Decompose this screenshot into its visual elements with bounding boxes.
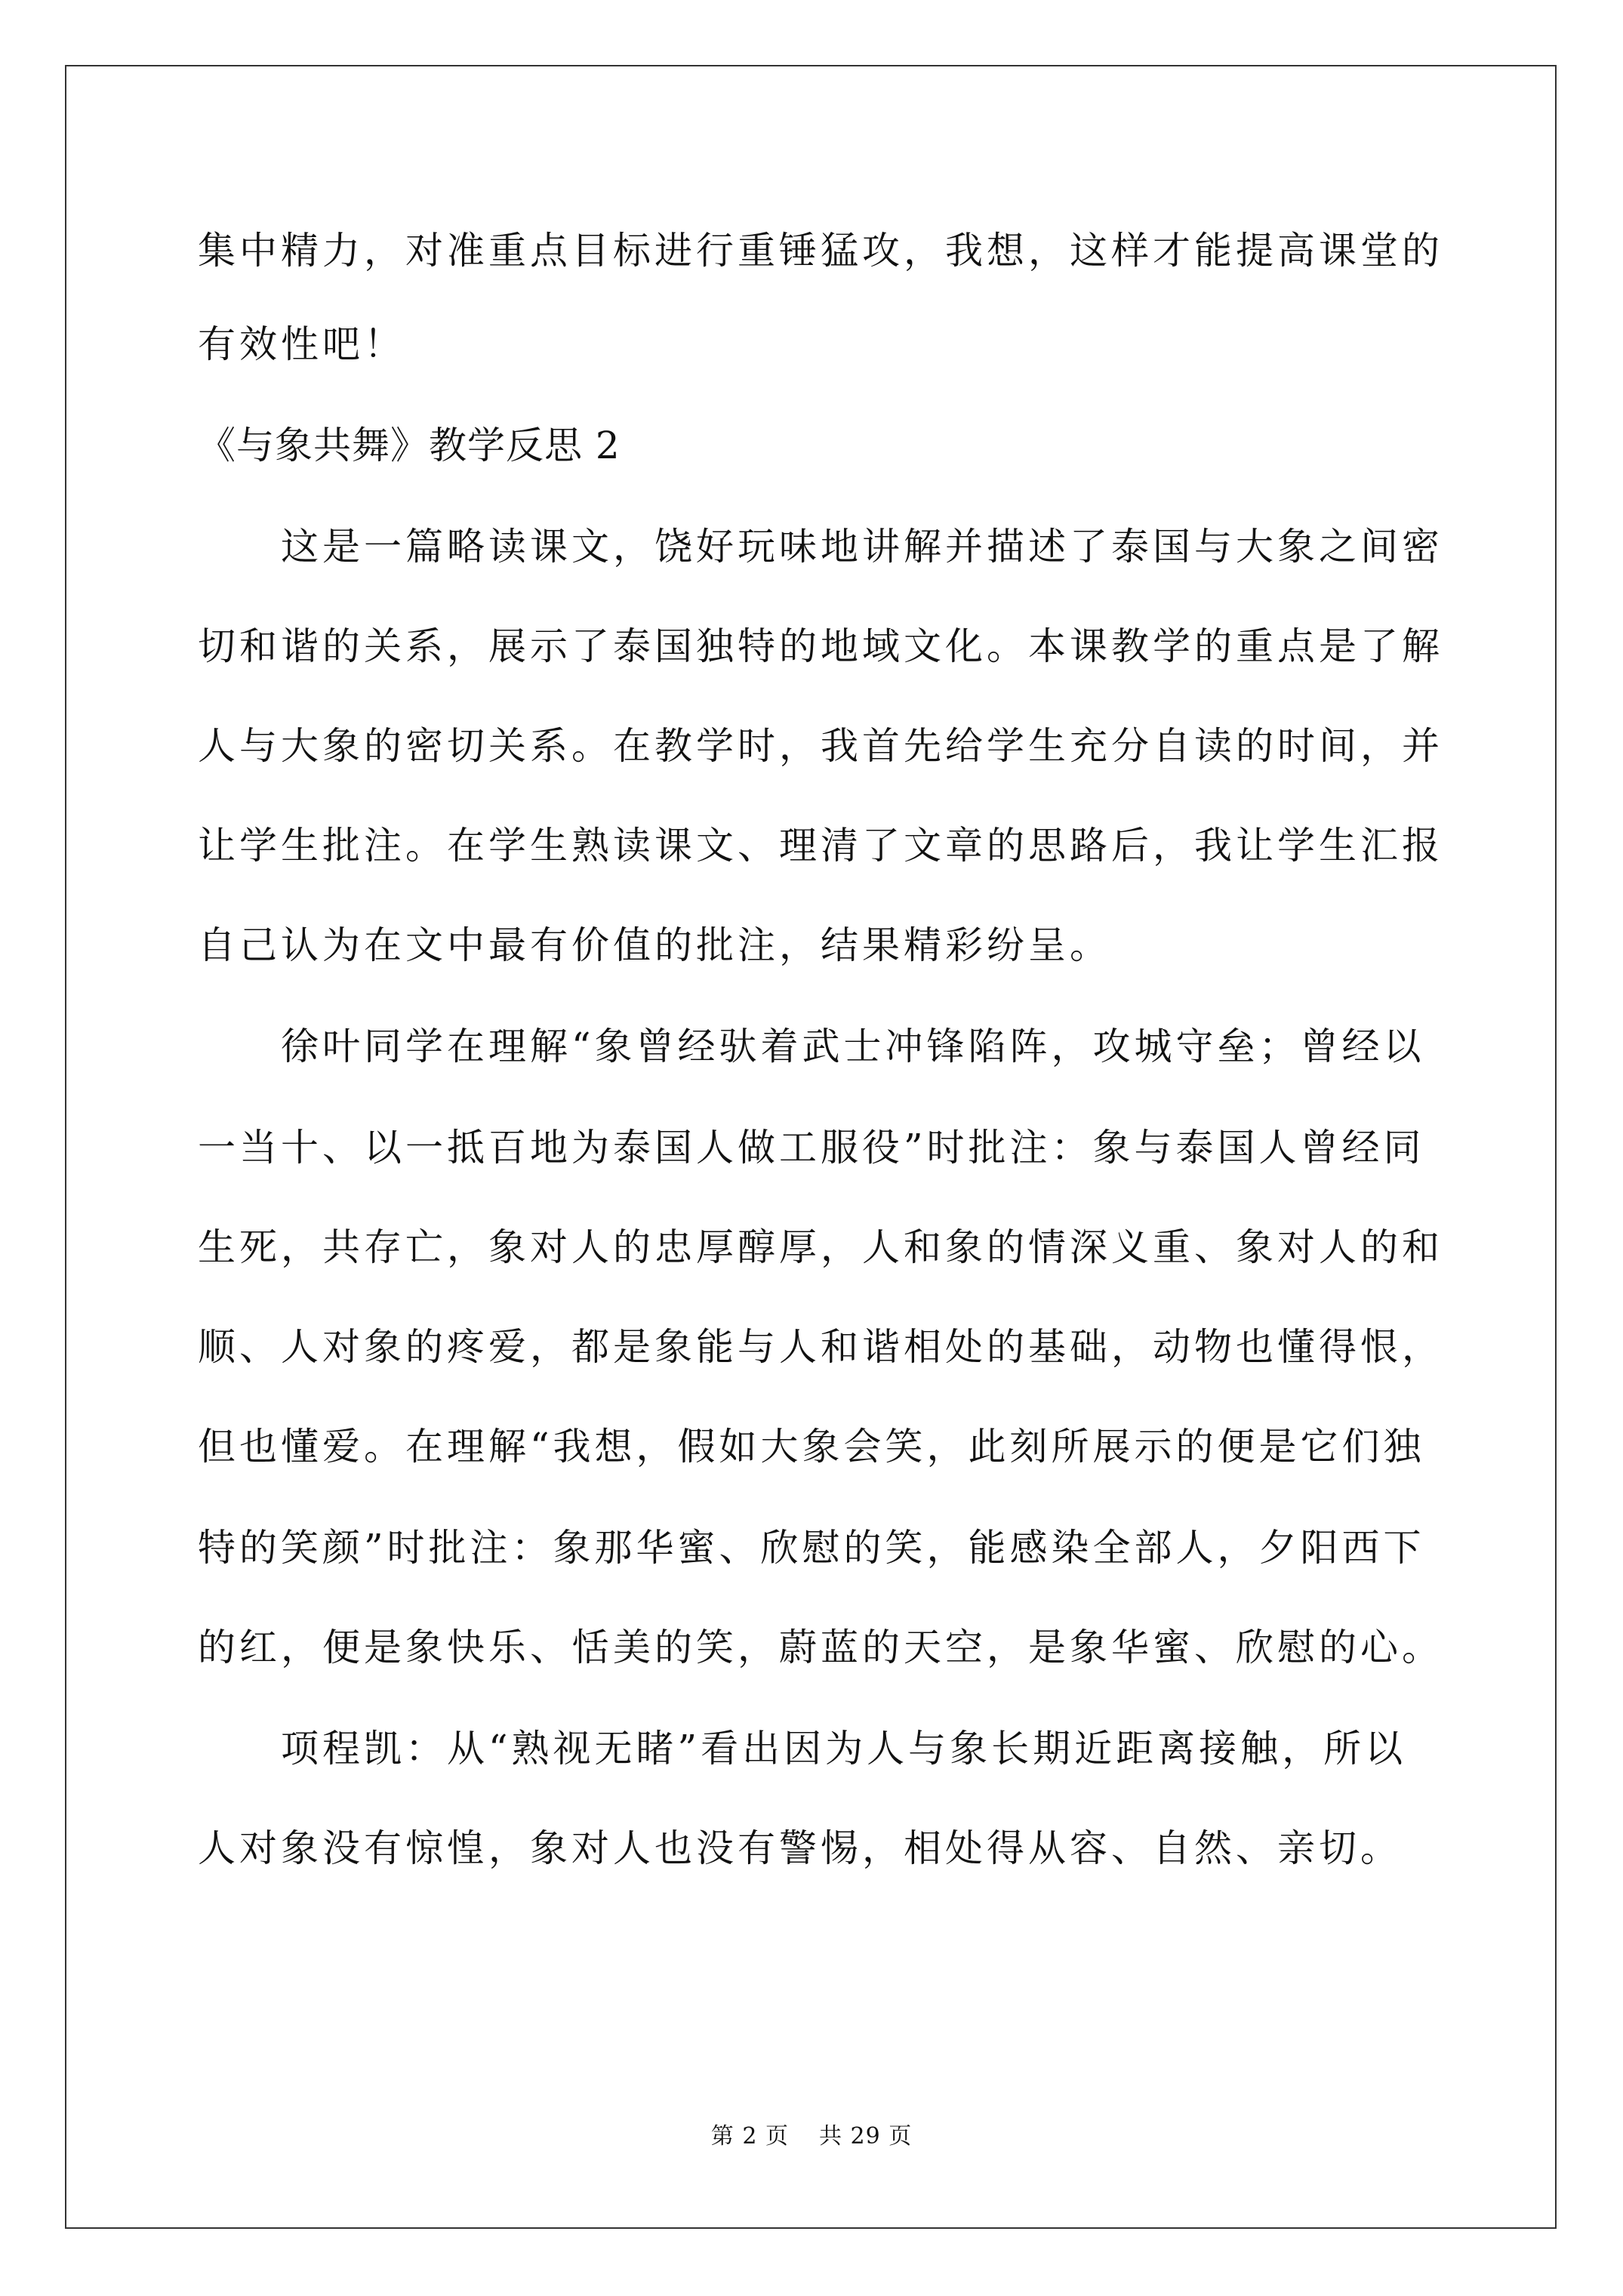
body-line: 项程凯：从“熟视无睹”看出因为人与象长期近距离接触，所以 <box>281 1727 1407 1771</box>
body-line: 有效性吧！ <box>198 322 405 366</box>
body-line: 这是一篇略读课文，饶好玩味地讲解并描述了泰国与大象之间密 <box>281 525 1443 569</box>
body-line: 生死，共存亡，象对人的忠厚醇厚，人和象的情深义重、象对人的和 <box>198 1225 1443 1269</box>
body-line: 徐叶同学在理解“象曾经驮着武士冲锋陷阵，攻城守垒；曾经以 <box>281 1025 1425 1068</box>
body-line: 特的笑颜”时批注：象那华蜜、欣慰的笑，能感染全部人，夕阳西下 <box>198 1526 1425 1570</box>
body-line: 一当十、以一抵百地为泰国人做工服役”时批注：象与泰国人曾经同 <box>198 1126 1425 1170</box>
page-number: 第 2 页 <box>710 2123 789 2150</box>
body-line: 人与大象的密切关系。在教学时，我首先给学生充分自读的时间，并 <box>198 724 1443 768</box>
body-line: 切和谐的关系，展示了泰国独特的地域文化。本课教学的重点是了解 <box>198 624 1443 668</box>
page-footer <box>0 2123 1623 2150</box>
body-line: 让学生批注。在学生熟读课文、理清了文章的思路后，我让学生汇报 <box>198 824 1443 868</box>
body-line: 集中精力，对准重点目标进行重锤猛攻，我想，这样才能提高课堂的 <box>198 229 1443 273</box>
body-line: 人对象没有惊惶，象对人也没有警惕，相处得从容、自然、亲切。 <box>198 1826 1402 1870</box>
body-line: 但也懂爱。在理解“我想，假如大象会笑，此刻所展示的便是它们独 <box>198 1425 1425 1469</box>
body-line: 自己认为在文中最有价值的批注，结果精彩纷呈。 <box>198 923 1111 967</box>
body-line: 的红，便是象快乐、恬美的笑，蔚蓝的天空，是象华蜜、欣慰的心。 <box>198 1626 1443 1669</box>
page-total: 共 29 页 <box>818 2123 913 2150</box>
body-line: 顺、人对象的疼爱，都是象能与人和谐相处的基础，动物也懂得恨， <box>198 1325 1443 1369</box>
section-heading: 《与象共舞》教学反思 2 <box>198 424 621 467</box>
